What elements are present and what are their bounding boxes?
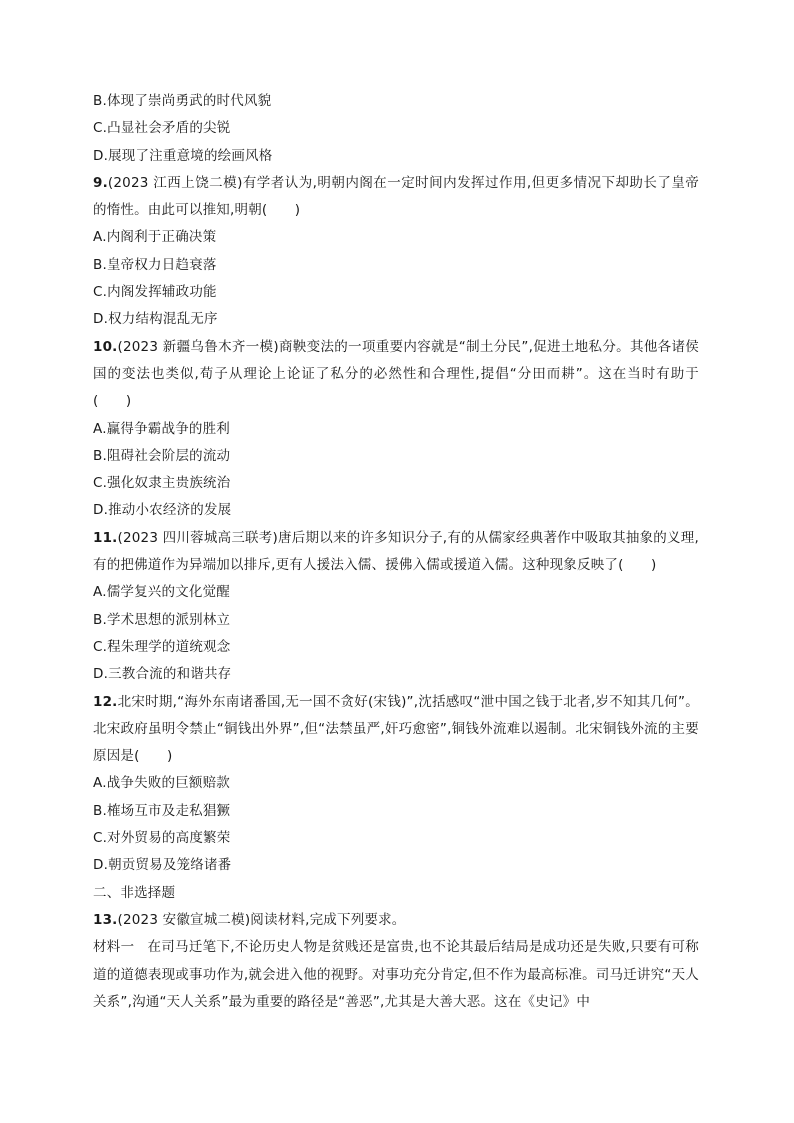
q13-number: 13. [93, 911, 118, 928]
q11-number: 11. [93, 529, 118, 546]
q9-stem-text: (2023 江西上饶二模)有学者认为,明朝内阁在一定时间内发挥过作用,但更多情况下却助长了皇帝的惰性。由此可以推知,明朝( ) [93, 174, 699, 219]
q11-option-b: B.学术思想的派别林立 [93, 611, 231, 628]
q9-number: 9. [93, 174, 108, 191]
q10-stem [93, 334, 699, 416]
q12-option-c: C.对外贸易的高度繁荣 [93, 830, 231, 847]
q9-stem [93, 170, 699, 225]
q12-option-d: D.朝贡贸易及笼络诸番 [93, 857, 232, 874]
q10-number: 10. [93, 338, 118, 355]
q10-stem-text: (2023 新疆乌鲁木齐一模)商鞅变法的一项重要内容就是“制土分民”,促进土地私分。其他各诸侯国的变法也类似,荀子从理论上论证了私分的必然性和合理性,提倡“分田而耕”。这在当时有助于( ) [93, 338, 699, 410]
q10-option-b: B.阻碍社会阶层的流动 [93, 447, 231, 464]
section-heading: 二、非选择题 [93, 884, 176, 901]
q10-option-c: C.强化奴隶主贵族统治 [93, 475, 231, 492]
q10-option-a: A.赢得争霸战争的胜利 [93, 420, 230, 437]
q11-option-c: C.程朱理学的道统观念 [93, 638, 231, 655]
q12-option-a: A.战争失败的巨额赔款 [93, 775, 230, 792]
material-label: 材料一 [93, 939, 135, 956]
q13-stem-text: (2023 安徽宣城二模)阅读材料,完成下列要求。 [117, 911, 406, 928]
q11-option-d: D.三教合流的和谐共存 [93, 666, 232, 683]
q12-number: 12. [93, 693, 118, 710]
q12-stem [93, 689, 699, 771]
q13-stem [93, 907, 699, 934]
q10-option-d: D.推动小农经济的发展 [93, 502, 232, 519]
q11-option-a: A.儒学复兴的文化觉醒 [93, 584, 230, 601]
q11-stem [93, 525, 699, 580]
q12-stem-text: 北宋时期,“海外东南诸番国,无一国不贪好(宋钱)”,沈括感叹“泄中国之钱于北者,岁不知其几何”。北宋政府虽明令禁止“铜钱出外界”,但“法禁虽严,奸巧愈密”,铜钱外流难以遏制。北宋铜钱外流的主要原因是( ) [93, 693, 699, 765]
document-body [93, 88, 699, 1016]
q9-option-a: A.内阁利于正确决策 [93, 229, 217, 246]
q12-option-b: B.榷场互市及走私猖獗 [93, 802, 231, 819]
q9-option-c: C.内阁发挥辅政功能 [93, 284, 217, 301]
material-text: 在司马迁笔下,不论历史人物是贫贱还是富贵,也不论其最后结局是成功还是失败,只要有可称道的道德表现或事功作为,就会进入他的视野。对事功充分肯定,但不作为最高标准。司马迁讲究“天人关系”,沟通“天人关系”最为重要的路径是“善恶”,尤其是大善大恶。这在《史记》中 [93, 939, 699, 1010]
q8-option-c: C.凸显社会矛盾的尖锐 [93, 120, 231, 137]
q9-option-b: B.皇帝权力日趋衰落 [93, 256, 217, 273]
q13-material-1 [93, 934, 699, 1016]
q8-option-b: B.体现了崇尚勇武的时代风貌 [93, 93, 272, 109]
q8-option-d: D.展现了注重意境的绘画风格 [93, 147, 273, 164]
q11-stem-text: (2023 四川蓉城高三联考)唐后期以来的许多知识分子,有的从儒家经典著作中吸取其抽象的义理,有的把佛道作为异端加以排斥,更有人援法入儒、援佛入儒或援道入儒。这种现象反映了( ) [93, 529, 699, 574]
q9-option-d: D.权力结构混乱无序 [93, 311, 218, 328]
